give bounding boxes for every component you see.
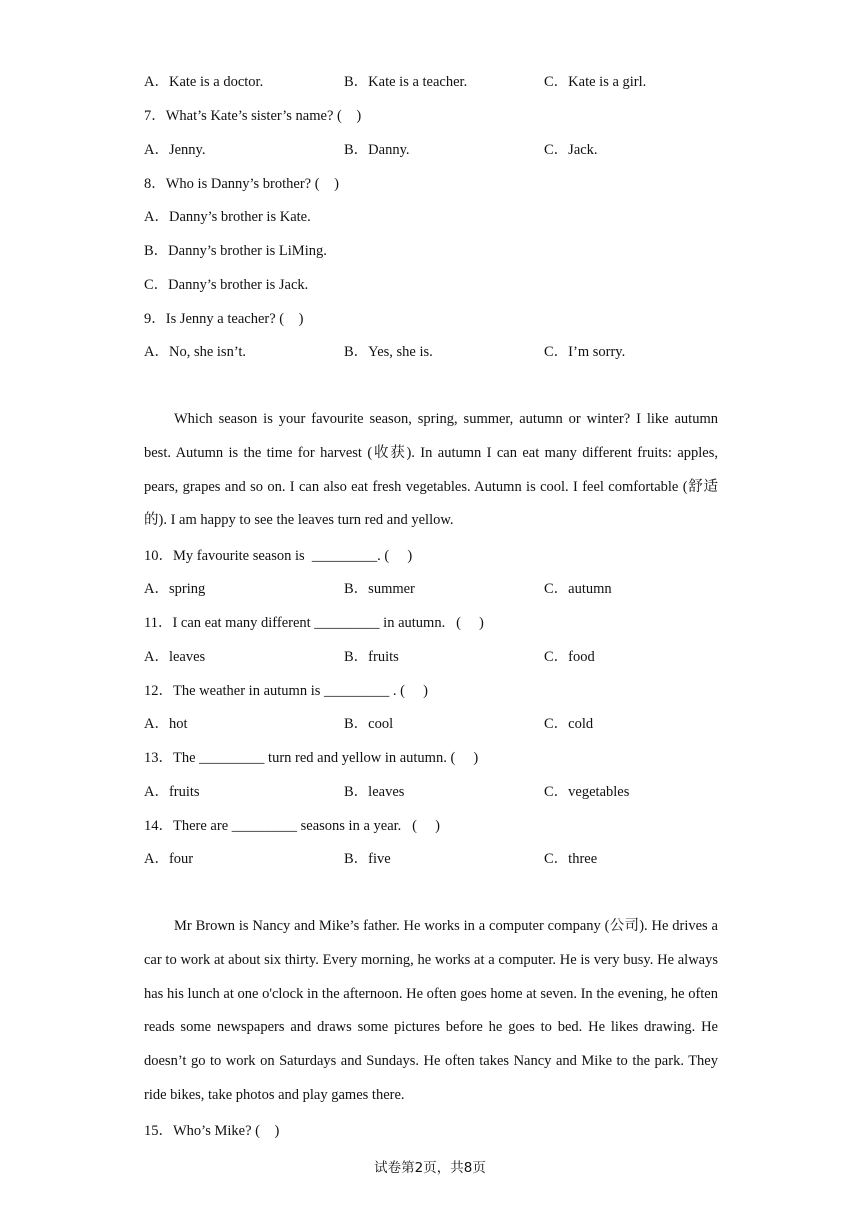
option-a: A．No, she isn’t. bbox=[144, 344, 247, 360]
option-a: A．spring bbox=[144, 581, 206, 597]
option-a: A．fruits bbox=[144, 784, 200, 800]
option-a: A．Kate is a doctor. bbox=[144, 74, 264, 90]
question-11: 11．I can eat many different _________ in autumn. ( ) bbox=[144, 615, 484, 631]
option-a-line: A．Danny’s brother is Kate. bbox=[144, 209, 311, 225]
question-14: 14．There are _________ seasons in a year. ( ) bbox=[144, 818, 440, 834]
option-b: B．fruits bbox=[344, 649, 399, 665]
question-13: 13．The _________ turn red and yellow in autumn. ( ) bbox=[144, 750, 479, 766]
question-12: 12．The weather in autumn is _________ . ( ) bbox=[144, 683, 428, 699]
reading-passage-mr-brown: Mr Brown is Nancy and Mike’s father. He works in a computer company (公司). He drives a car to work at about six thirty. Every morning, he works at a computer. He is very busy. He always has his lunch at one o'clock in the afternoon. He often goes home at seven. In the evening, he often reads some newspapers and draws some pictures before he goes to bed. He likes drawing. He doesn’t go to work on Saturdays and Sundays. He often takes Nancy and Mike to the park. They ride bikes, take photos and play games there. bbox=[144, 918, 718, 1103]
option-c: C．Jack. bbox=[544, 142, 598, 158]
option-a: A．hot bbox=[144, 716, 188, 732]
question-15: 15．Who’s Mike? ( ) bbox=[144, 1123, 280, 1139]
option-b: B．Kate is a teacher. bbox=[344, 74, 468, 90]
question-10: 10．My favourite season is _________. ( ) bbox=[144, 548, 413, 564]
question-7: 7．What’s Kate’s sister’s name? ( ) bbox=[144, 108, 362, 124]
option-c: C．I’m sorry. bbox=[544, 344, 626, 360]
option-a: A．leaves bbox=[144, 649, 206, 665]
option-c: C．Kate is a girl. bbox=[544, 74, 647, 90]
question-8: 8．Who is Danny’s brother? ( ) bbox=[144, 176, 339, 192]
option-a: A．Jenny. bbox=[144, 142, 206, 158]
page-footer: 试卷第2页，共8页 bbox=[374, 1160, 486, 1176]
option-c: C．vegetables bbox=[544, 784, 630, 800]
option-b: B．Danny. bbox=[344, 142, 410, 158]
option-b-line: B．Danny’s brother is LiMing. bbox=[144, 243, 327, 259]
option-c: C．cold bbox=[544, 716, 594, 732]
option-b: B．leaves bbox=[344, 784, 405, 800]
option-b: B．five bbox=[344, 851, 391, 867]
question-9: 9．Is Jenny a teacher? ( ) bbox=[144, 311, 304, 327]
option-b: B．cool bbox=[344, 716, 394, 732]
option-b: B．summer bbox=[344, 581, 415, 597]
option-c-line: C．Danny’s brother is Jack. bbox=[144, 277, 309, 293]
option-b: B．Yes, she is. bbox=[344, 344, 433, 360]
reading-passage-autumn: Which season is your favourite season, spring, summer, autumn or winter? I like autumn best. Autumn is the time for harvest (收获). In autumn I can eat many different fruits: apples, pears, grapes and so on. I can also eat fresh vegetables. Autumn is cool. I feel comfortable (舒适的). I am happy to see the leaves turn red and yellow. bbox=[144, 411, 718, 529]
option-c: C．autumn bbox=[544, 581, 612, 597]
option-a: A．four bbox=[144, 851, 194, 867]
option-c: C．three bbox=[544, 851, 598, 867]
option-c: C．food bbox=[544, 649, 595, 665]
